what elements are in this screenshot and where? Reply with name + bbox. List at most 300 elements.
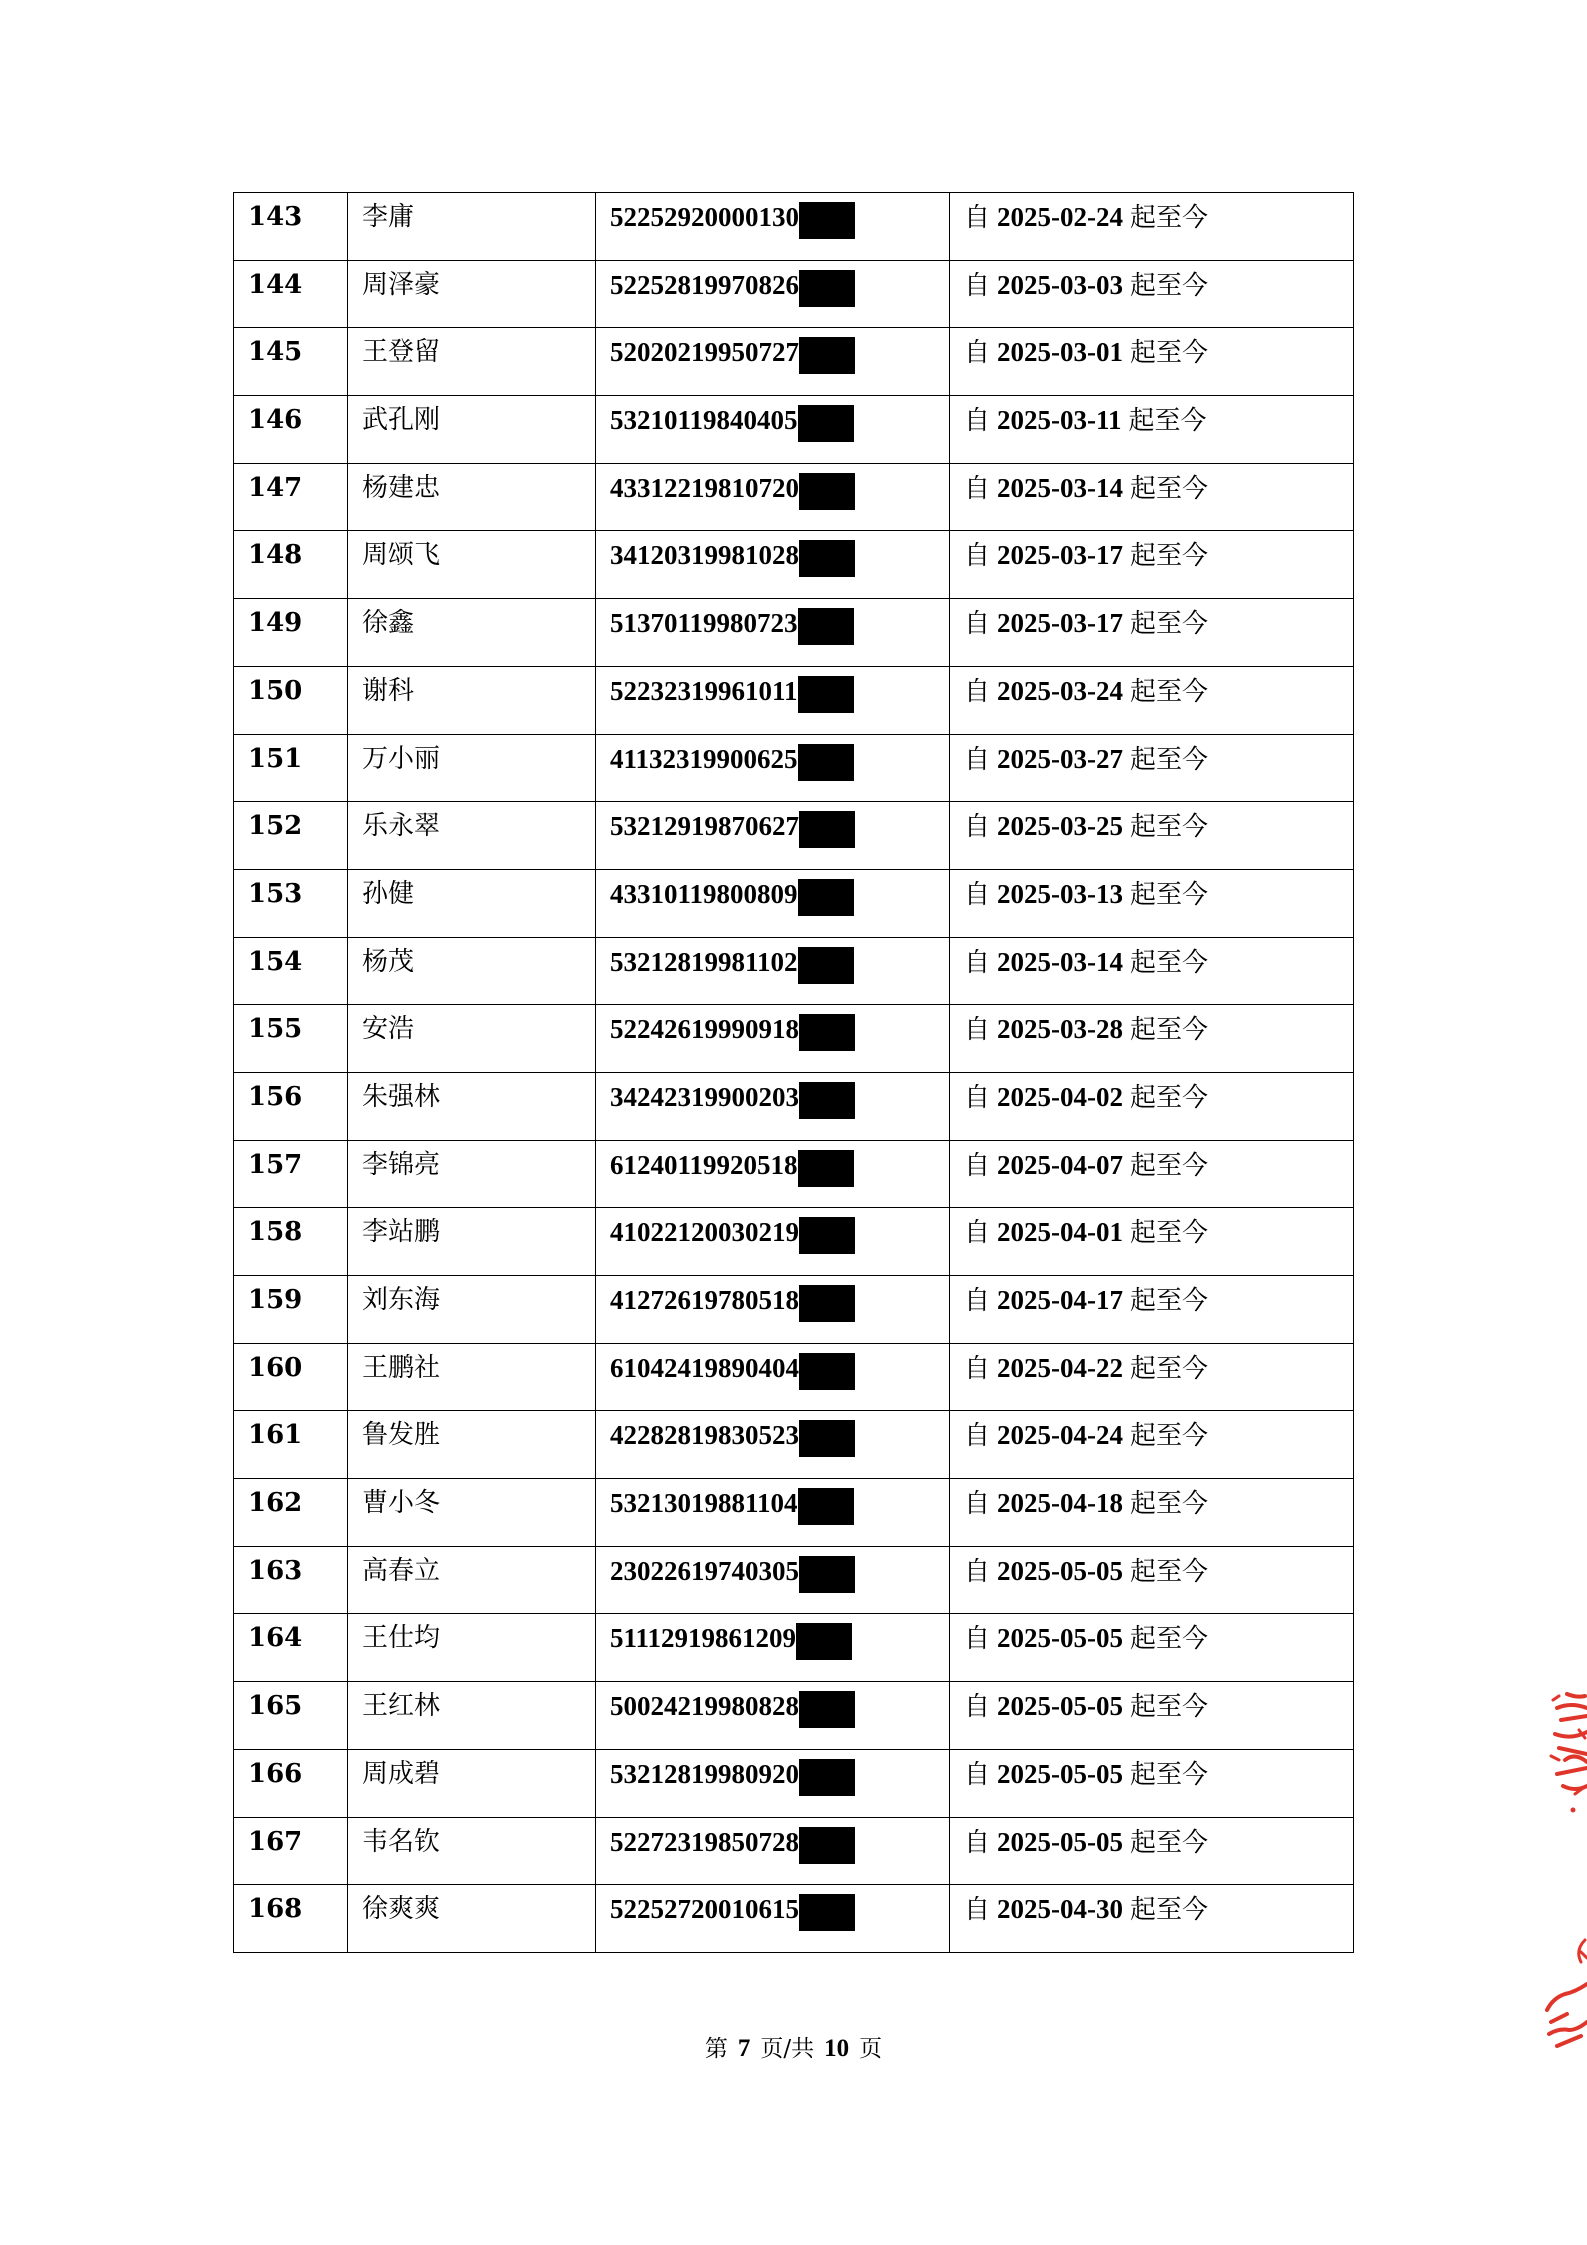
- start-date: 2025-03-14: [997, 472, 1123, 503]
- start-date: 2025-03-13: [997, 878, 1123, 909]
- name-cell: [348, 1005, 596, 1073]
- date-cell: [950, 396, 1354, 464]
- name-cell: [348, 260, 596, 328]
- date-suffix: 起至今: [1130, 203, 1209, 233]
- start-date: 2025-04-22: [997, 1352, 1123, 1383]
- id-number: 52252920000130: [610, 202, 799, 232]
- name-cell: [348, 1140, 596, 1208]
- row-number: 168: [248, 1894, 303, 1925]
- id-number: 53212919870627: [610, 811, 799, 842]
- id-cell: [596, 599, 950, 667]
- id-number: 52242619990918: [610, 1014, 799, 1045]
- table-row: [234, 328, 1354, 396]
- row-number-cell: [234, 463, 348, 531]
- id-number: 52272319850728: [610, 1826, 799, 1857]
- row-number: 144: [248, 269, 303, 300]
- row-number-cell: [234, 869, 348, 937]
- row-number-cell: [234, 937, 348, 1005]
- redaction-block: [799, 540, 855, 577]
- table-row: [234, 463, 1354, 531]
- id-number: 51112919861209: [610, 1623, 797, 1654]
- row-number-cell: [234, 193, 348, 261]
- row-number-cell: [234, 328, 348, 396]
- date-cell: [950, 193, 1354, 261]
- date-prefix: 自: [964, 1624, 991, 1655]
- table-row: [234, 599, 1354, 667]
- date-suffix: 起至今: [1130, 541, 1209, 572]
- id-cell: [596, 937, 950, 1005]
- id-cell: [596, 666, 950, 734]
- date-cell: [950, 1682, 1354, 1750]
- start-date: 2025-03-14: [997, 946, 1123, 977]
- name-cell: [348, 734, 596, 802]
- row-number-cell: [234, 1276, 348, 1344]
- date-cell: [950, 1343, 1354, 1411]
- row-number-cell: [234, 599, 348, 667]
- date-cell: [950, 463, 1354, 531]
- person-name: 谢科: [362, 675, 415, 706]
- table-row: [234, 1479, 1354, 1547]
- start-date: 2025-03-01: [997, 337, 1123, 368]
- id-cell: [596, 328, 950, 396]
- start-date: 2025-04-01: [997, 1217, 1123, 1248]
- redaction-block: [798, 1150, 854, 1187]
- table-row: [234, 666, 1354, 734]
- row-number: 145: [248, 337, 303, 368]
- start-date: 2025-03-17: [997, 540, 1123, 571]
- row-number: 151: [248, 743, 303, 774]
- date-cell: [950, 1749, 1354, 1817]
- id-cell: [596, 1411, 950, 1479]
- records-table: [233, 192, 1354, 1953]
- date-cell: [950, 1276, 1354, 1344]
- row-number-cell: [234, 1411, 348, 1479]
- start-date: 2025-03-03: [997, 269, 1123, 300]
- date-suffix: 起至今: [1130, 676, 1209, 707]
- row-number: 143: [248, 202, 303, 232]
- date-cell: [950, 328, 1354, 396]
- start-date: 2025-05-05: [997, 1623, 1123, 1654]
- table-row: [234, 1005, 1354, 1073]
- person-name: 杨建忠: [362, 472, 441, 503]
- id-cell: [596, 1614, 950, 1682]
- row-number: 147: [248, 472, 303, 503]
- name-cell: [348, 1817, 596, 1885]
- date-prefix: 自: [964, 609, 991, 640]
- redaction-block: [799, 1894, 855, 1931]
- table-row: [234, 1343, 1354, 1411]
- id-number: 53213019881104: [610, 1488, 798, 1519]
- date-cell: [950, 734, 1354, 802]
- name-cell: [348, 463, 596, 531]
- person-name: 万小丽: [362, 743, 441, 774]
- date-prefix: 自: [964, 1286, 991, 1316]
- name-cell: [348, 1411, 596, 1479]
- start-date: 2025-04-24: [997, 1420, 1123, 1451]
- start-date: 2025-04-17: [997, 1285, 1123, 1315]
- date-cell: [950, 666, 1354, 734]
- page-prefix: 第: [704, 2036, 728, 2062]
- person-name: 周泽豪: [362, 269, 441, 300]
- row-number: 160: [248, 1352, 303, 1383]
- redaction-block: [799, 473, 855, 510]
- row-number-cell: [234, 734, 348, 802]
- date-prefix: 自: [964, 1082, 991, 1113]
- date-suffix: 起至今: [1130, 609, 1209, 640]
- date-cell: [950, 1614, 1354, 1682]
- row-number: 146: [248, 405, 303, 436]
- name-cell: [348, 1614, 596, 1682]
- row-number-cell: [234, 1005, 348, 1073]
- id-number: 53210119840405: [610, 405, 798, 436]
- row-number-cell: [234, 666, 348, 734]
- table-row: [234, 937, 1354, 1005]
- table-row: [234, 1140, 1354, 1208]
- id-number: 52020219950727: [610, 337, 799, 368]
- date-suffix: 起至今: [1130, 1489, 1209, 1520]
- id-number: 42282819830523: [610, 1420, 799, 1451]
- page-footer: [0, 2030, 1587, 2063]
- id-number: 61240119920518: [610, 1149, 798, 1180]
- date-cell: [950, 802, 1354, 870]
- row-number-cell: [234, 1208, 348, 1276]
- person-name: 李站鹏: [362, 1217, 441, 1248]
- start-date: 2025-03-17: [997, 608, 1123, 639]
- date-prefix: 自: [964, 1015, 991, 1046]
- date-suffix: 起至今: [1130, 947, 1209, 978]
- date-suffix: 起至今: [1130, 1895, 1209, 1926]
- row-number-cell: [234, 1479, 348, 1547]
- row-number-cell: [234, 1072, 348, 1140]
- row-number: 159: [248, 1285, 303, 1315]
- date-cell: [950, 1546, 1354, 1614]
- date-cell: [950, 1479, 1354, 1547]
- start-date: 2025-05-05: [997, 1758, 1123, 1789]
- date-suffix: 起至今: [1130, 879, 1209, 910]
- date-suffix: 起至今: [1128, 406, 1207, 437]
- id-cell: [596, 396, 950, 464]
- redaction-block: [799, 1217, 855, 1254]
- person-name: 李锦亮: [362, 1149, 441, 1180]
- id-number: 61042419890404: [610, 1352, 799, 1383]
- date-suffix: 起至今: [1130, 473, 1209, 504]
- table-row: [234, 1072, 1354, 1140]
- name-cell: [348, 802, 596, 870]
- table-row: [234, 396, 1354, 464]
- date-prefix: 自: [964, 676, 991, 707]
- date-cell: [950, 1411, 1354, 1479]
- id-number: 52252819970826: [610, 269, 799, 300]
- id-cell: [596, 869, 950, 937]
- id-cell: [596, 1343, 950, 1411]
- date-suffix: 起至今: [1130, 1624, 1209, 1655]
- table-row: [234, 193, 1354, 261]
- row-number: 149: [248, 608, 303, 639]
- table-row: [234, 260, 1354, 328]
- date-prefix: 自: [964, 473, 991, 504]
- records-body: [234, 193, 1354, 1953]
- start-date: 2025-05-05: [997, 1826, 1123, 1857]
- name-cell: [348, 328, 596, 396]
- redaction-block: [799, 1691, 855, 1728]
- date-cell: [950, 599, 1354, 667]
- id-cell: [596, 1276, 950, 1344]
- id-number: 41272619780518: [610, 1285, 799, 1315]
- redaction-block: [798, 744, 854, 781]
- id-number: 23022619740305: [610, 1555, 799, 1586]
- redaction-block: [799, 202, 855, 239]
- redaction-block: [799, 1556, 855, 1593]
- date-suffix: 起至今: [1130, 1218, 1209, 1249]
- date-suffix: 起至今: [1130, 270, 1209, 301]
- seal-stamp-fragment: [1545, 1690, 1587, 2060]
- date-prefix: 自: [964, 1556, 991, 1587]
- redaction-block: [799, 1082, 855, 1119]
- person-name: 曹小冬: [362, 1488, 441, 1519]
- row-number-cell: [234, 802, 348, 870]
- row-number-cell: [234, 1614, 348, 1682]
- redaction-block: [799, 1285, 855, 1322]
- name-cell: [348, 937, 596, 1005]
- start-date: 2025-03-25: [997, 811, 1123, 842]
- name-cell: [348, 1479, 596, 1547]
- person-name: 周颂飞: [362, 540, 441, 571]
- redaction-block: [798, 879, 854, 916]
- redaction-block: [798, 947, 854, 984]
- person-name: 韦名钦: [362, 1826, 441, 1857]
- date-suffix: 起至今: [1130, 1827, 1209, 1858]
- start-date: 2025-05-05: [997, 1555, 1123, 1586]
- date-prefix: 自: [964, 1353, 991, 1384]
- person-name: 鲁发胜: [362, 1420, 441, 1451]
- id-cell: [596, 734, 950, 802]
- person-name: 朱强林: [362, 1081, 441, 1112]
- date-prefix: 自: [964, 812, 991, 843]
- date-prefix: 自: [964, 1759, 991, 1790]
- row-number: 163: [248, 1555, 303, 1586]
- table-row: [234, 1276, 1354, 1344]
- start-date: 2025-02-24: [997, 202, 1123, 232]
- id-number: 34242319900203: [610, 1081, 799, 1112]
- id-number: 41132319900625: [610, 743, 798, 774]
- row-number-cell: [234, 396, 348, 464]
- row-number-cell: [234, 1343, 348, 1411]
- person-name: 王仕均: [362, 1623, 441, 1654]
- start-date: 2025-03-11: [997, 405, 1122, 436]
- row-number: 165: [248, 1691, 303, 1722]
- person-name: 杨茂: [362, 946, 415, 977]
- redaction-block: [799, 1827, 855, 1864]
- id-cell: [596, 193, 950, 261]
- id-number: 53212819981102: [610, 946, 798, 977]
- redaction-block: [799, 337, 855, 374]
- row-number: 148: [248, 540, 303, 571]
- id-number: 52252720010615: [610, 1894, 799, 1925]
- date-prefix: 自: [964, 1827, 991, 1858]
- person-name: 王鹏社: [362, 1352, 441, 1383]
- start-date: 2025-04-07: [997, 1149, 1123, 1180]
- row-number-cell: [234, 1546, 348, 1614]
- person-name: 乐永翠: [362, 811, 441, 842]
- table-row: [234, 1749, 1354, 1817]
- date-cell: [950, 1005, 1354, 1073]
- date-suffix: 起至今: [1130, 744, 1209, 775]
- redaction-block: [799, 1014, 855, 1051]
- id-cell: [596, 1749, 950, 1817]
- id-number: 43312219810720: [610, 472, 799, 503]
- person-name: 王红林: [362, 1691, 441, 1722]
- date-prefix: 自: [964, 1489, 991, 1520]
- date-suffix: 起至今: [1130, 1015, 1209, 1046]
- person-name: 李庸: [362, 202, 415, 232]
- row-number: 155: [248, 1014, 303, 1045]
- date-suffix: 起至今: [1130, 1150, 1209, 1181]
- redaction-block: [798, 405, 854, 442]
- id-cell: [596, 1140, 950, 1208]
- date-suffix: 起至今: [1130, 1556, 1209, 1587]
- start-date: 2025-03-28: [997, 1014, 1123, 1045]
- start-date: 2025-03-27: [997, 743, 1123, 774]
- table-row: [234, 1546, 1354, 1614]
- table-row: [234, 869, 1354, 937]
- name-cell: [348, 1276, 596, 1344]
- table-row: [234, 1208, 1354, 1276]
- id-cell: [596, 260, 950, 328]
- person-name: 徐爽爽: [362, 1894, 441, 1925]
- name-cell: [348, 1343, 596, 1411]
- date-prefix: 自: [964, 879, 991, 910]
- id-number: 43310119800809: [610, 878, 798, 909]
- redaction-block: [799, 1420, 855, 1457]
- id-cell: [596, 1885, 950, 1953]
- table-row: [234, 1614, 1354, 1682]
- id-number: 51370119980723: [610, 608, 798, 639]
- date-prefix: 自: [964, 1150, 991, 1181]
- table-row: [234, 1411, 1354, 1479]
- id-number: 53212819980920: [610, 1758, 799, 1789]
- redaction-block: [799, 1353, 855, 1390]
- start-date: 2025-03-24: [997, 675, 1123, 706]
- row-number: 167: [248, 1826, 303, 1857]
- date-suffix: 起至今: [1130, 1353, 1209, 1384]
- table-row: [234, 531, 1354, 599]
- date-prefix: 自: [964, 406, 991, 437]
- id-number: 52232319961011: [610, 675, 798, 706]
- name-cell: [348, 1208, 596, 1276]
- date-suffix: 起至今: [1130, 812, 1209, 843]
- date-prefix: 自: [964, 744, 991, 775]
- row-number: 154: [248, 946, 303, 977]
- date-prefix: 自: [964, 947, 991, 978]
- row-number-cell: [234, 260, 348, 328]
- row-number: 161: [248, 1420, 303, 1451]
- table-row: [234, 1817, 1354, 1885]
- id-cell: [596, 1817, 950, 1885]
- person-name: 周成碧: [362, 1758, 441, 1789]
- date-cell: [950, 531, 1354, 599]
- id-cell: [596, 1546, 950, 1614]
- page-middle: 页/共: [760, 2036, 815, 2062]
- redaction-block: [796, 1623, 852, 1660]
- page-number: 7: [737, 2035, 751, 2062]
- row-number: 156: [248, 1081, 303, 1112]
- person-name: 刘东海: [362, 1285, 441, 1315]
- id-cell: [596, 1208, 950, 1276]
- date-prefix: 自: [964, 1895, 991, 1926]
- date-prefix: 自: [964, 541, 991, 572]
- name-cell: [348, 193, 596, 261]
- id-cell: [596, 531, 950, 599]
- person-name: 孙健: [362, 878, 415, 909]
- id-cell: [596, 463, 950, 531]
- date-cell: [950, 260, 1354, 328]
- start-date: 2025-04-30: [997, 1894, 1123, 1925]
- row-number: 162: [248, 1488, 303, 1519]
- redaction-block: [798, 608, 854, 645]
- redaction-block: [799, 270, 855, 307]
- date-prefix: 自: [964, 1421, 991, 1452]
- id-cell: [596, 1005, 950, 1073]
- row-number-cell: [234, 1140, 348, 1208]
- date-suffix: 起至今: [1130, 1286, 1209, 1316]
- row-number: 166: [248, 1758, 303, 1789]
- page-total: 10: [824, 2035, 850, 2062]
- table-row: [234, 1885, 1354, 1953]
- row-number-cell: [234, 1885, 348, 1953]
- id-number: 34120319981028: [610, 540, 799, 571]
- date-prefix: 自: [964, 203, 991, 233]
- row-number-cell: [234, 531, 348, 599]
- person-name: 武孔刚: [362, 405, 441, 436]
- date-suffix: 起至今: [1130, 1692, 1209, 1723]
- date-suffix: 起至今: [1130, 1421, 1209, 1452]
- row-number-cell: [234, 1817, 348, 1885]
- date-prefix: 自: [964, 1692, 991, 1723]
- name-cell: [348, 1072, 596, 1140]
- name-cell: [348, 1682, 596, 1750]
- date-suffix: 起至今: [1130, 1082, 1209, 1113]
- name-cell: [348, 396, 596, 464]
- date-prefix: 自: [964, 1218, 991, 1249]
- row-number-cell: [234, 1749, 348, 1817]
- redaction-block: [798, 1488, 854, 1525]
- table-row: [234, 734, 1354, 802]
- start-date: 2025-04-18: [997, 1488, 1123, 1519]
- id-cell: [596, 1072, 950, 1140]
- id-cell: [596, 1479, 950, 1547]
- name-cell: [348, 599, 596, 667]
- date-cell: [950, 1885, 1354, 1953]
- date-cell: [950, 1817, 1354, 1885]
- person-name: 高春立: [362, 1555, 441, 1586]
- redaction-block: [798, 676, 854, 713]
- start-date: 2025-05-05: [997, 1691, 1123, 1722]
- date-suffix: 起至今: [1130, 338, 1209, 369]
- id-number: 41022120030219: [610, 1217, 799, 1248]
- person-name: 安浩: [362, 1014, 415, 1045]
- date-prefix: 自: [964, 338, 991, 369]
- page-suffix: 页: [859, 2036, 883, 2062]
- start-date: 2025-04-02: [997, 1081, 1123, 1112]
- row-number-cell: [234, 1682, 348, 1750]
- date-cell: [950, 1208, 1354, 1276]
- person-name: 王登留: [362, 337, 441, 368]
- date-cell: [950, 937, 1354, 1005]
- row-number: 157: [248, 1149, 303, 1180]
- date-cell: [950, 869, 1354, 937]
- row-number: 150: [248, 675, 303, 706]
- table-row: [234, 802, 1354, 870]
